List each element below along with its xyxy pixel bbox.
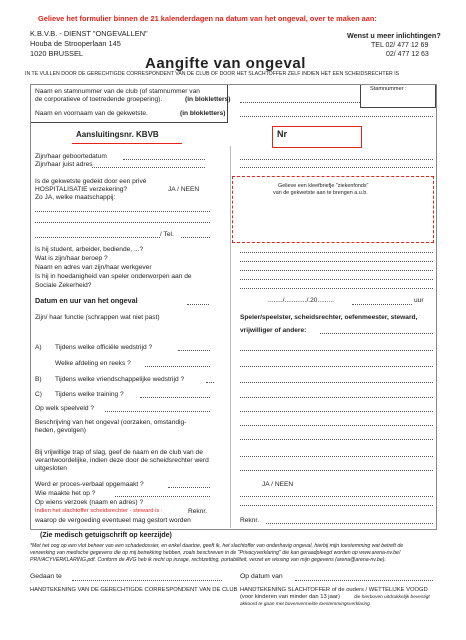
questions-frame: [30, 84, 437, 530]
desc-label-1: Beschrijving van het ongeval (oorzaken, omstandig-: [35, 419, 187, 426]
q-b1-label: Tijdens welke vriendschappelijke wedstrijd ?: [55, 376, 185, 383]
q-a1-label: Tijdens welke officiële wedstrijd ?: [55, 344, 153, 351]
q-field-label: Op welk speelveld ?: [35, 405, 95, 412]
address-label: Zijn/haar juist adres: [35, 161, 93, 168]
birthdate-label: Zijn/haar geboortedatum: [35, 153, 107, 160]
steward-note: Indien het slachtoffer scheidsrechter - steward is :: [35, 508, 163, 514]
signature-club-label: HANDTEKENING VAN DE GERECHTIGDE CORRESPONDENT VAN DE CLUB: [30, 587, 238, 593]
pv-label-3: Op wiens verzoek (naam en adres) ?: [35, 499, 144, 506]
job-q2: Wat is zijn/haar beroep ?: [35, 255, 108, 262]
medical-certificate-note: (Zie medisch getuigschrift op keerzijde): [40, 532, 172, 539]
sticker-text-1: Gelieve een kleefbriefje "ziekenfonds": [278, 183, 369, 189]
datetime-uur: uur: [414, 297, 424, 304]
datum-field[interactable]: [295, 580, 433, 581]
insurance-q1: Is de gekwetste gedekt door een privé: [35, 178, 147, 185]
job-q4: Is hij in hoedanigheid van speler onderworpen aan de: [35, 273, 192, 280]
gedaan-label: Gedaan te: [30, 573, 62, 580]
job-q1: Is hij student, arbeider, bediende, ...?: [35, 246, 144, 253]
function-options[interactable]: Speler/speelster, scheidsrechter, oefenmeester, steward,: [240, 314, 418, 321]
phone-2: 02/ 477 12 63: [386, 51, 429, 58]
form-subtitle: IN TE VULLEN DOOR DE GERECHTIGDE CORRESPONDENT VAN DE CLUB OF DOOR HET SLACHTOFFER ZELF INDIEN HET EEN SCHEIDSRECHTER IS: [25, 71, 400, 77]
q-c-marker: C): [35, 391, 42, 398]
club-label-2: de corporatieve of toetredende groepering).: [35, 96, 163, 103]
phone-1: TEL 02/ 477 12 69: [371, 42, 429, 49]
privacy-line-2: verwerking van medische gegevens die op mij betrekking hebben, zoals beschreven in de "Privacyverklaring" die kan geraadpleegd worden op www.arena-nv.be/: [30, 550, 401, 556]
insurance-q2: HOSPITALISATIE verzekering?: [35, 186, 128, 193]
stamnummer-label: Stamnummer :: [370, 86, 407, 92]
signature-victim-label: HANDTEKENING SLACHTOFFER of de ouders / WETTELIJKE VOOGD: [240, 587, 428, 593]
function-options-2[interactable]: vrijwilliger of andere:: [240, 327, 307, 334]
signature-victim-area[interactable]: [240, 610, 433, 630]
privacy-line-3: PRIVACYVERKLARING.pdf. Conform de AVG heb ik recht op inzage, rechtzetting, portabiliteit, verzet en wissing van mijn gegevens (arena@arena-nv.be).: [30, 557, 386, 563]
signature-club-area[interactable]: [30, 605, 225, 630]
q-a-marker: A): [35, 344, 42, 351]
q-b-marker: B): [35, 376, 42, 383]
payment-note: waarop de vergoeding eventueel mag gestort worden: [35, 517, 191, 524]
datum-label: Op datum van: [240, 573, 283, 580]
org-street: Houba de Strooperlaan 145: [30, 39, 121, 48]
reknr-label-2: Reknr.: [240, 517, 260, 524]
sticker-text-2: van de gekwetste aan te brengen a.u.b.: [273, 190, 368, 196]
ref-label-3: uitgesloten: [35, 465, 67, 472]
form-title: Aangifte van ongeval: [145, 55, 306, 72]
signature-victim-note: die hierboven uitdrukkelijk bevestigt: [354, 595, 430, 600]
questions-divider: [230, 146, 231, 528]
blokletters-2: (in blokletters): [180, 110, 226, 117]
pv-label-1: Werd er proces-verbaal opgemaakt ?: [35, 481, 144, 488]
datetime-date[interactable]: ......../............/.20.........: [268, 297, 334, 304]
job-q5: Sociale Zekerheid?: [35, 282, 92, 289]
instruction-banner: Gelieve het formulier binnen de 21 kalenderdagen na datum van het ongeval, over te maken aan:: [38, 14, 377, 23]
signature-victim-sub: (voor kinderen van minder dan 13 jaar): [240, 594, 340, 600]
nr-label: Nr: [277, 129, 288, 139]
org-city: 1020 BRUSSEL: [30, 49, 83, 58]
insurance-q3: Zo JA, welke maatschappij:: [35, 194, 116, 201]
signature-victim-consent: akkoord te gaan met bovenvermelde toestemmingsverklaring: [240, 602, 370, 607]
desc-label-2: heden, gevolgen): [35, 427, 86, 434]
gedaan-field[interactable]: [72, 580, 222, 581]
pv-label-2: Wie maakte het op ?: [35, 490, 96, 497]
ref-label-2: verantwoordelijke, indien deze door de scheidsrechter werd: [35, 457, 209, 464]
insurance-jn[interactable]: JA / NEEN: [168, 186, 200, 193]
privacy-line-1: *Met het oog op een vlot beheer van een schadedossier, en enkel daartoe, geeft ik, het slachtoffer van onderhavig ongeval, hierbij mijn toestemming wat betreft de: [30, 543, 404, 549]
pv-jn[interactable]: JA / NEEN: [262, 481, 294, 488]
blokletters-1: (in blokletters): [185, 96, 231, 103]
injured-name-label: Naam en voornaam van de gekwetste.: [35, 110, 148, 117]
function-label: Zijn/ haar functie (schrappen wat niet past): [35, 314, 160, 321]
datetime-label: Datum en uur van het ongeval: [35, 296, 138, 305]
affiliation-label: Aansluitingsnr. KBVB: [76, 130, 159, 139]
org-name: K.B.V.B. - DIENST "ONGEVALLEN": [30, 29, 148, 38]
job-q3: Naam en adres van zijn/haar werkgever: [35, 264, 152, 271]
insurance-tel: / Tel.: [160, 231, 174, 238]
info-question: Wenst u meer inlichtingen?: [347, 31, 441, 40]
club-label: Naam en stamnummer van de club (of stamnummer van: [35, 88, 200, 95]
reknr-label-1: Reknr.: [188, 508, 208, 515]
q-a2-label: Welke afdeling en reeks ?: [55, 360, 131, 367]
ref-label-1: Bij vrijwillige trap of slag, geef de naam en de club van de: [35, 449, 203, 456]
q-c1-label: Tijdens welke training ?: [55, 391, 124, 398]
